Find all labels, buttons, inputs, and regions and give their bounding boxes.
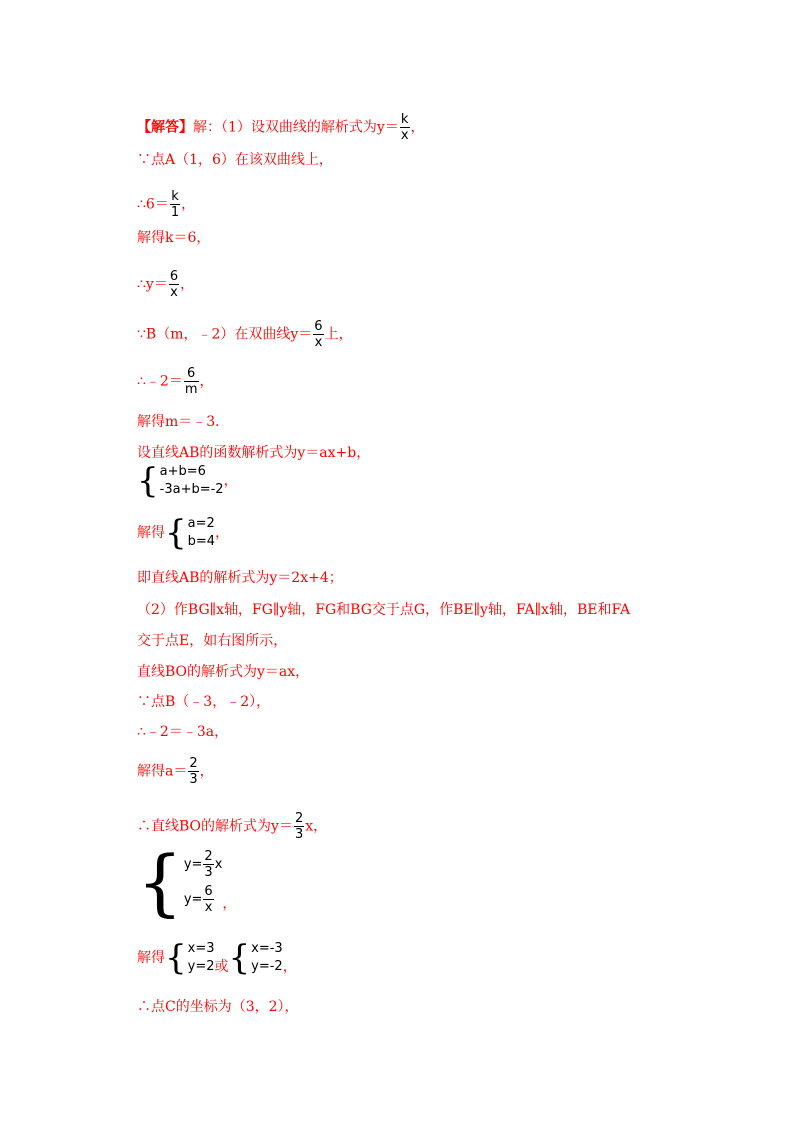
solution-line-13: （2）作BG∥x轴，FG∥y轴，FG和BG交于点G，作BE∥y轴，FA∥x轴，BE和FA [137,602,631,618]
line-text: ， [215,525,230,541]
line-text: 解得 [137,950,165,966]
solution-line-8: 解得m＝﹣3． [137,414,230,430]
system-row: y= $\frac{6}{x}$ [183,884,213,915]
line-text: ， [181,196,196,213]
solution-line-12: 即直线AB的解析式为y＝2x+4； [137,570,343,586]
solution-line-7 [137,366,214,397]
line-text: ∵B（m，﹣2）在双曲线y＝ [137,326,313,343]
equation-system-2 [137,515,229,551]
system [165,940,215,976]
fraction [188,756,198,787]
denominator: 3 [294,827,304,842]
left-brace: { [228,938,251,978]
system-row: y= $\frac{2}{3}$ x [183,849,223,880]
line-text: ∴直线BO的解析式为y＝ [137,818,293,835]
numerator: 6 [169,269,179,284]
numerator: 2 [189,756,198,771]
system [137,463,224,499]
numerator: 6 [314,319,323,334]
numerator: 6 [184,366,199,382]
answer-heading: 【解答】 [137,119,193,136]
fraction [294,811,304,842]
left-brace: { [137,840,183,924]
line-text: ， [180,276,195,293]
system [137,840,223,924]
system-row: a+b=6 [159,464,206,479]
line-text: 或 [214,959,229,975]
fraction [169,269,179,300]
solution-line-16: ∵点B（﹣3，﹣2）， [137,694,271,710]
solution-line-2: ∵点A（1，6）在该双曲线上， [137,152,333,168]
line-text: ， [410,119,425,136]
solution-line-1 [137,112,425,143]
system-row: y=2 [187,959,215,974]
line-text: 上， [324,326,353,343]
solution-line-4: 解得k＝6， [137,230,211,246]
left-brace: { [165,513,187,553]
fraction [184,366,199,397]
system-row: x=-3 [251,941,283,956]
numerator: 2 [294,811,304,826]
solution-line-18 [137,756,214,787]
system-row: b=4 [187,534,216,549]
solution-line-22: ∴点C的坐标为（3，2）， [137,999,299,1015]
system [229,940,283,976]
system-row: -3a+b=-2 [159,482,224,497]
fraction [400,112,410,143]
denominator: m [184,382,198,397]
system-row: y=-2 [251,959,283,974]
line-text: 解得a＝ [137,763,188,780]
line-text: ， [223,473,238,489]
solution-line-9: 设直线AB的函数解析式为y＝ax+b， [137,445,371,461]
solution-line-17: ∴﹣2＝﹣3a， [137,724,229,740]
line-text: ∴﹣2＝ [137,373,183,390]
solution-line-5 [137,269,194,300]
denominator: x [314,335,323,350]
solution-line-19 [137,811,327,842]
line-text: 解得 [137,525,165,541]
line-text: ∴y＝ [137,276,168,293]
denominator: x [170,285,178,300]
equation-system-3 [137,840,237,924]
system-row: a=2 [187,516,215,531]
solution-line-3 [137,189,195,220]
line-text: ， [222,896,237,912]
line-text: y＝ [376,119,399,136]
denominator: x [400,128,409,143]
fraction [313,319,323,350]
solution-line-14: 交于点E，如右图所示， [137,633,288,649]
numerator: k [171,189,179,204]
line-text: ， [282,959,297,975]
line-text: 解：（1）设双曲线的解析式为 [193,119,377,136]
solution-line-6 [137,319,353,350]
line-text: ∴6＝ [137,196,169,213]
system [165,515,215,551]
numerator: k [400,112,409,127]
denominator: 3 [189,772,198,787]
line-text: ， [199,763,214,780]
fraction [170,189,180,220]
equation-system-1 [137,463,238,499]
line-text: ， [199,373,214,390]
equation-system-4 [137,940,297,976]
system-row: x=3 [187,941,215,956]
left-brace: { [137,461,159,501]
left-brace: { [165,938,187,978]
line-text: x， [305,818,328,835]
denominator: 1 [170,205,180,220]
solution-line-15: 直线BO的解析式为y＝ax， [137,664,310,680]
